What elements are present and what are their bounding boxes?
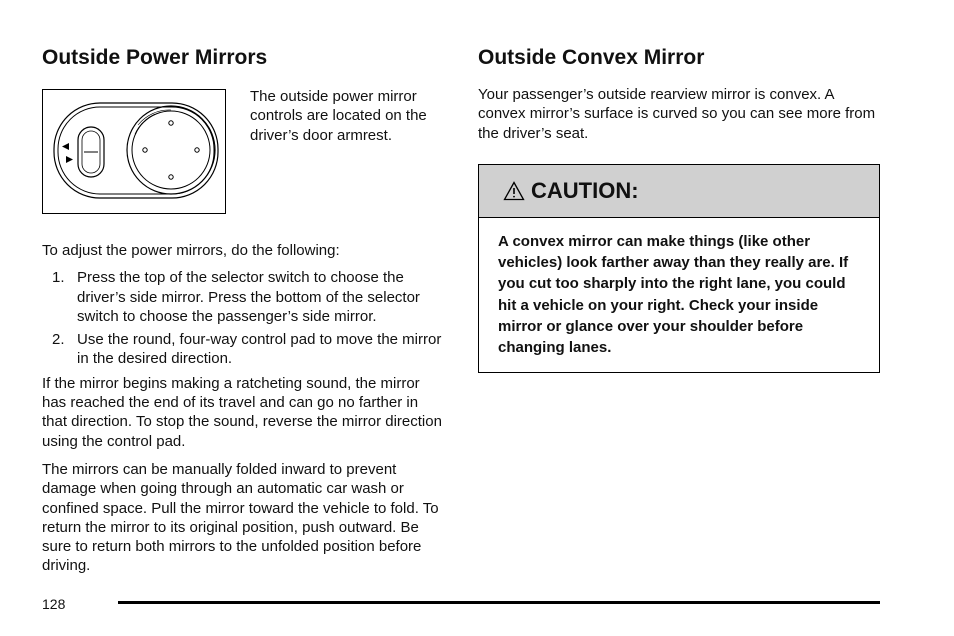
page-number: 128	[42, 596, 66, 612]
steps-list	[42, 268, 442, 368]
paragraph-folding: The mirrors can be manually folded inward to prevent damage when going through an automatic car wash or confined space. Pull the mirror toward the vehicle to fold. To return the mirror to its original position, push outward. Be sure to return both mirrors to the unfolded position before driving.	[42, 460, 439, 575]
left-column	[42, 44, 442, 576]
caution-title: CAUTION:	[531, 177, 639, 203]
page-footer	[42, 594, 880, 614]
paragraph-ratcheting: If the mirror begins making a ratcheting sound, the mirror has reached the end of its travel and can go no farther in that direction. To stop the sound, reverse the mirror direction using the control pad.	[42, 374, 442, 450]
instructions-intro: To adjust the power mirrors, do the following:	[42, 242, 340, 259]
figure-row	[42, 89, 442, 219]
warning-triangle-icon	[503, 181, 525, 201]
caution-header	[479, 165, 879, 218]
step-text: Use the round, four-way control pad to move the mirror in the desired direction.	[77, 331, 442, 368]
caution-body: A convex mirror can make things (like other vehicles) look farther away than they really are. If you cut too sharply into the right lane, you could hit a vehicle on your right. Check your inside mirror or glance over your shoulder before changing lanes.	[498, 232, 849, 356]
list-item	[42, 330, 442, 369]
convex-mirror-text: Your passenger’s outside rearview mirror is convex. A convex mirror’s surface is curved so you can see more from the driver’s seat.	[478, 86, 876, 142]
right-column	[478, 44, 880, 373]
mirror-control-illustration	[42, 89, 226, 214]
list-item	[42, 268, 442, 326]
mirror-control-drawing	[43, 90, 224, 212]
caution-box	[478, 164, 880, 373]
step-number: 1.	[52, 269, 65, 287]
section-heading-power-mirrors: Outside Power Mirrors	[42, 46, 268, 69]
step-number: 2.	[52, 331, 65, 349]
figure-caption: The outside power mirror controls are located on the driver’s door armrest.	[250, 88, 427, 144]
section-heading-convex-mirror: Outside Convex Mirror	[478, 46, 705, 69]
step-text: Press the top of the selector switch to choose the driver’s side mirror. Press the bottom of the selector switch to choose the passenger’s side mirror.	[77, 269, 420, 325]
footer-rule	[118, 601, 880, 604]
